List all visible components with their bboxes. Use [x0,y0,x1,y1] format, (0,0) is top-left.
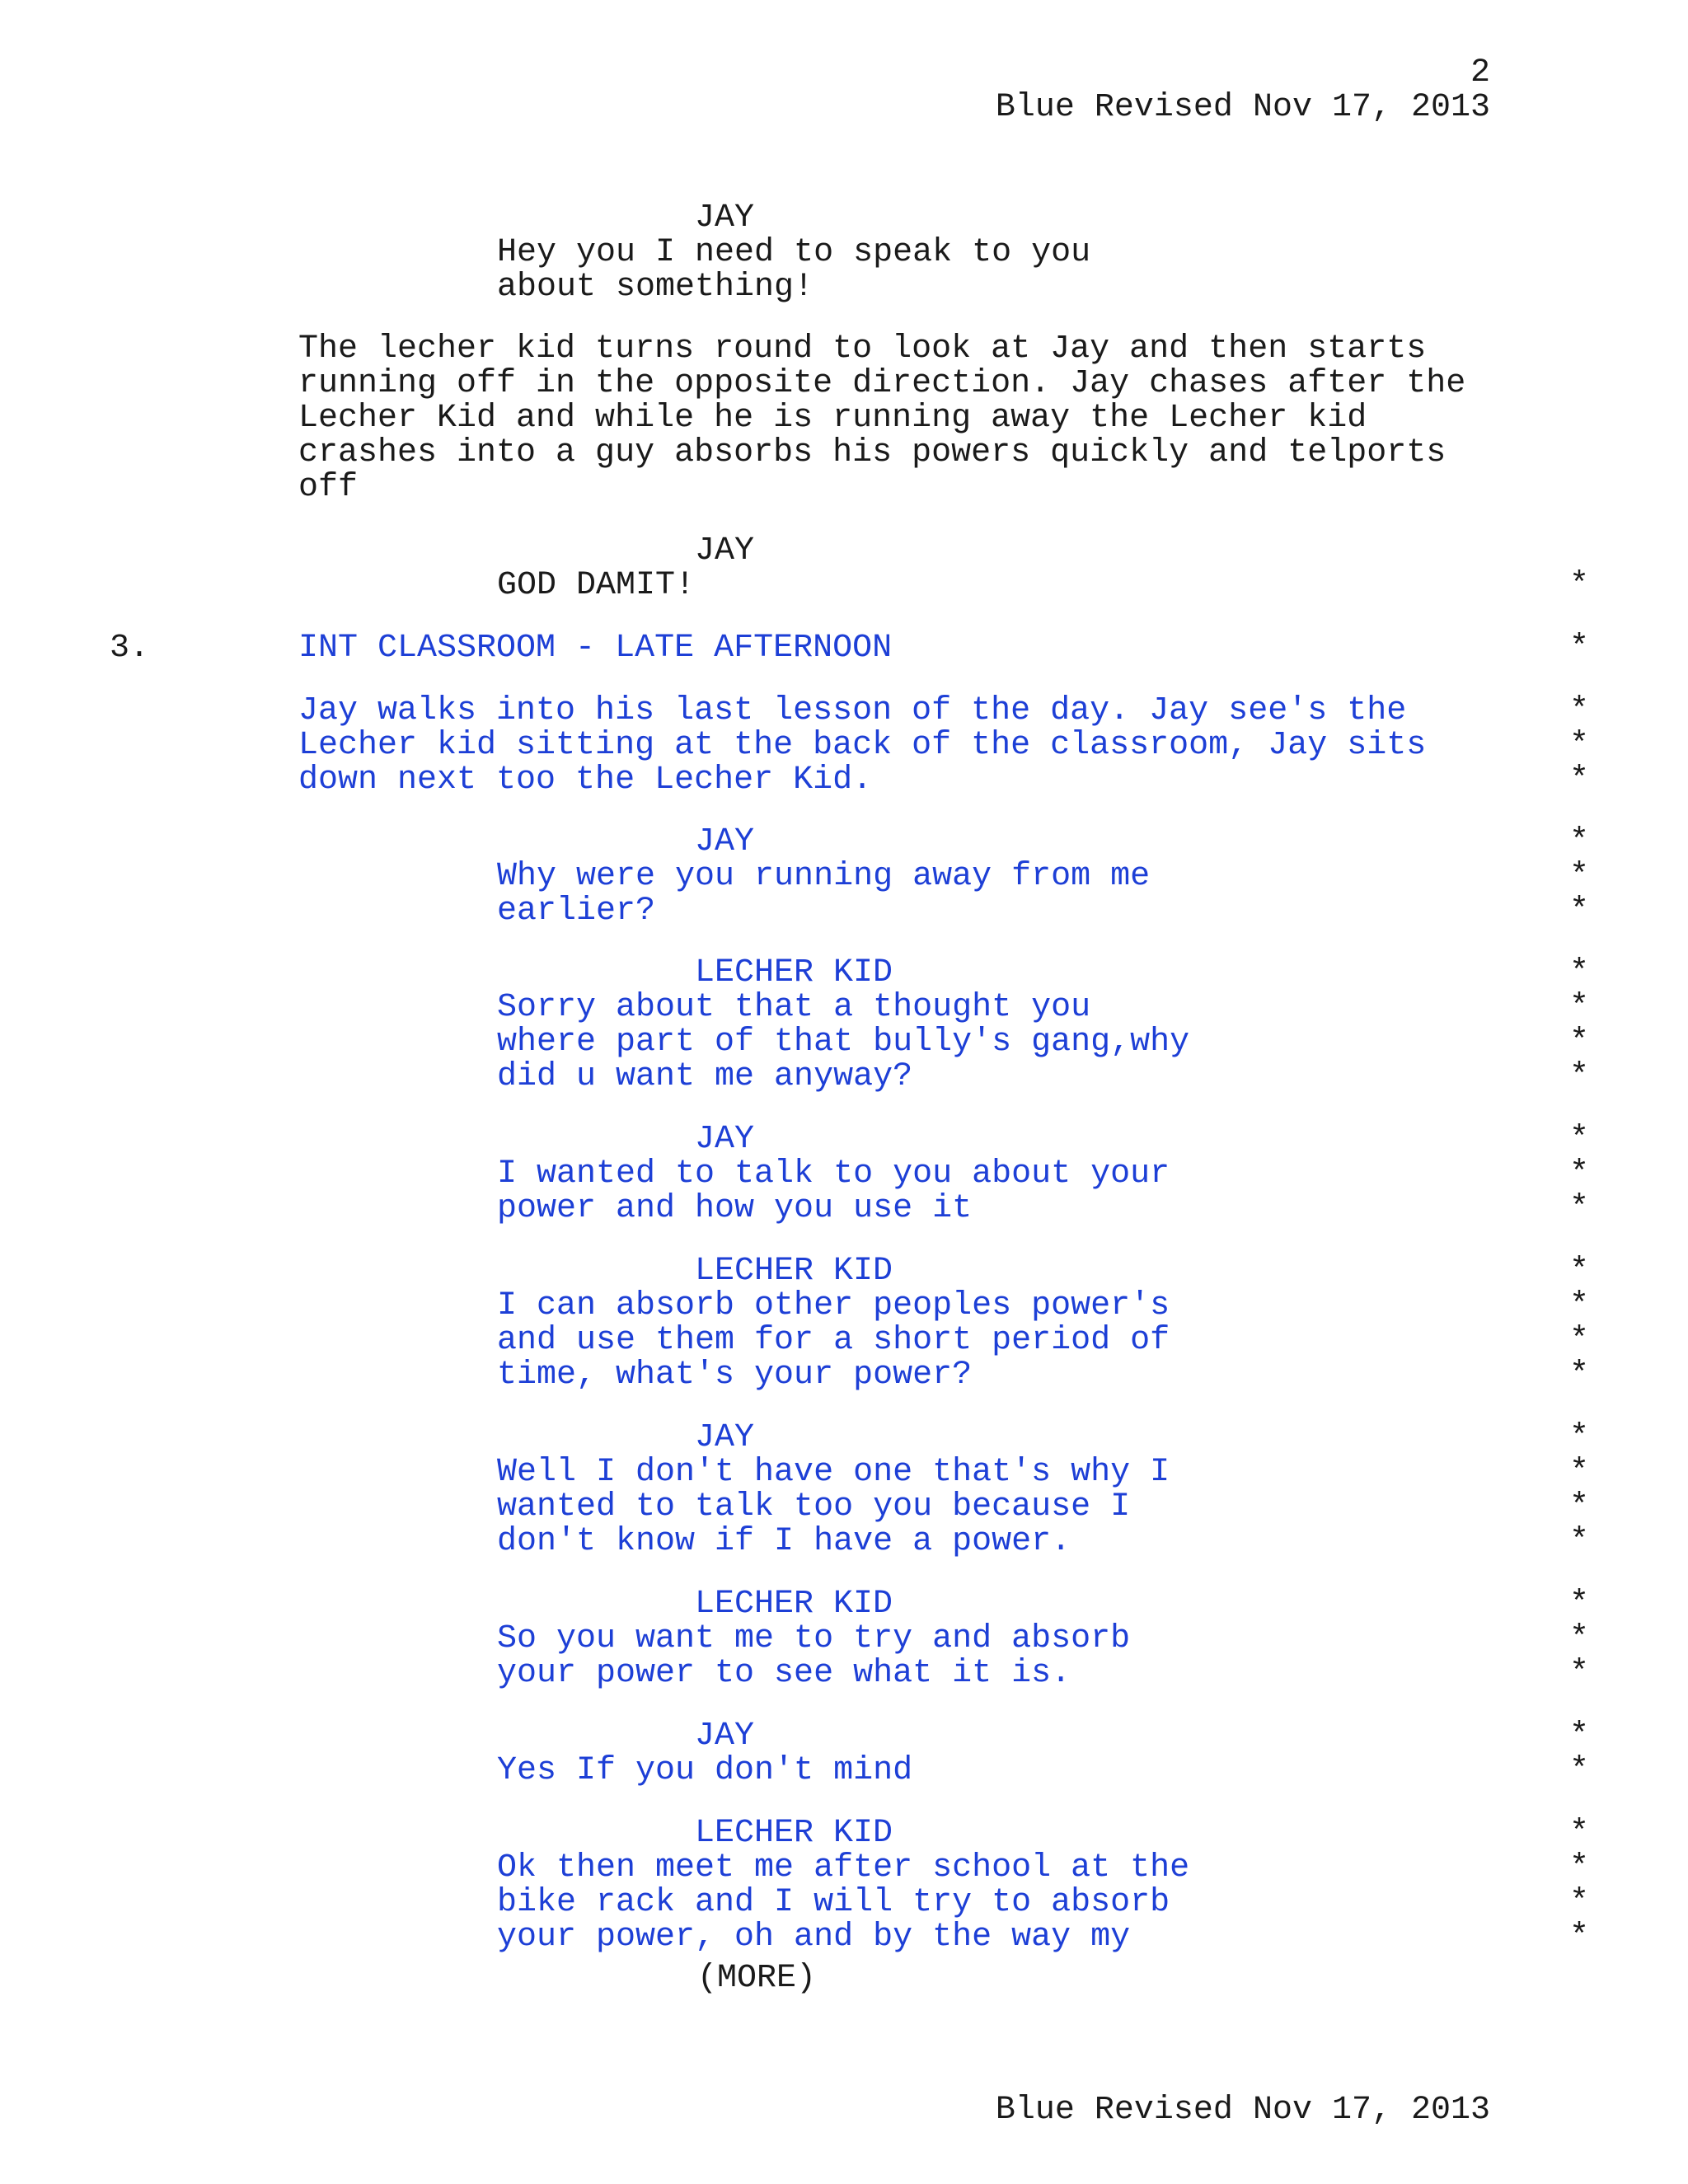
character-name: JAY [695,823,755,860]
character-name: JAY [695,1419,755,1456]
character-name: LECHER KID [695,954,893,991]
revision-mark: * [1569,1919,1590,1956]
revision-mark: * [1569,1718,1590,1755]
revision-mark: * [1569,1849,1590,1886]
dialogue-line: time, what's your power? [497,1357,973,1394]
revision-mark: * [1569,567,1590,604]
character-name: JAY [695,532,755,569]
dialogue-line: So you want me to try and absorb [497,1620,1131,1657]
dialogue-line: Sorry about that a thought you [497,989,1091,1026]
action-line: crashes into a guy absorbs his powers quickly and telports [298,434,1447,471]
revision-mark: * [1569,1155,1590,1193]
revision-mark: * [1569,1419,1590,1456]
dialogue-line: Why were you running away from me [497,858,1151,895]
revision-mark: * [1569,954,1590,991]
dialogue-line: about something! [497,269,814,306]
character-name: JAY [695,199,755,237]
revision-mark: * [1569,1253,1590,1290]
dialogue-line: bike rack and I will try to absorb [497,1884,1170,1921]
revision-mark: * [1569,1454,1590,1491]
action-line: Lecher Kid and while he is running away the Lecher kid [298,400,1367,437]
character-name: JAY [695,1718,755,1755]
character-name: LECHER KID [695,1586,893,1623]
scene-number: 3. [110,630,150,667]
revision-mark: * [1569,692,1590,729]
revision-mark: * [1569,1190,1590,1227]
revision-mark: * [1569,1815,1590,1852]
action-line: off [298,469,359,506]
revision-mark: * [1569,1655,1590,1692]
action-line: down next too the Lecher Kid. [298,762,873,799]
character-name: LECHER KID [695,1253,893,1290]
action-line: The lecher kid turns round to look at Jay and then starts [298,330,1427,368]
revision-header: Blue Revised Nov 17, 2013 [995,89,1490,126]
dialogue-line: Yes If you don't mind [497,1752,913,1789]
dialogue-line: Ok then meet me after school at the [497,1849,1190,1886]
revision-mark: * [1569,1488,1590,1526]
dialogue-line: wanted to talk too you because I [497,1488,1131,1526]
revision-mark: * [1569,989,1590,1026]
revision-mark: * [1569,1523,1590,1560]
dialogue-line: where part of that bully's gang,why [497,1024,1190,1061]
more-continuation: (MORE) [697,1960,817,1997]
revision-mark: * [1569,1121,1590,1158]
dialogue-line: did u want me anyway? [497,1058,913,1095]
dialogue-line: I can absorb other peoples power's [497,1287,1170,1324]
dialogue-line: earlier? [497,893,656,930]
dialogue-line: your power, oh and by the way my [497,1919,1131,1956]
revision-mark: * [1569,1322,1590,1359]
revision-mark: * [1569,823,1590,860]
revision-mark: * [1569,1620,1590,1657]
revision-mark: * [1569,1357,1590,1394]
revision-mark: * [1569,893,1590,930]
dialogue-line: Hey you I need to speak to you [497,234,1091,271]
dialogue-line: power and how you use it [497,1190,973,1227]
dialogue-line: Well I don't have one that's why I [497,1454,1170,1491]
action-line: Lecher kid sitting at the back of the classroom, Jay sits [298,727,1427,764]
revision-mark: * [1569,1752,1590,1789]
revision-mark: * [1569,1287,1590,1324]
dialogue-line: your power to see what it is. [497,1655,1071,1692]
revision-mark: * [1569,727,1590,764]
revision-mark: * [1569,1058,1590,1095]
revision-mark: * [1569,1884,1590,1921]
action-line: Jay walks into his last lesson of the day. Jay see's the [298,692,1407,729]
character-name: JAY [695,1121,755,1158]
revision-mark: * [1569,630,1590,667]
character-name: LECHER KID [695,1815,893,1852]
dialogue-line: and use them for a short period of [497,1322,1170,1359]
scene-heading: INT CLASSROOM - LATE AFTERNOON [298,630,893,667]
dialogue-line: don't know if I have a power. [497,1523,1071,1560]
revision-footer: Blue Revised Nov 17, 2013 [995,2092,1490,2129]
dialogue-line: GOD DAMIT! [497,567,696,604]
dialogue-line: I wanted to talk to you about your [497,1155,1170,1193]
revision-mark: * [1569,858,1590,895]
revision-mark: * [1569,1024,1590,1061]
revision-mark: * [1569,1586,1590,1623]
revision-mark: * [1569,762,1590,799]
action-line: running off in the opposite direction. Jay chases after the [298,365,1466,402]
page-number: 2 [1470,54,1490,91]
